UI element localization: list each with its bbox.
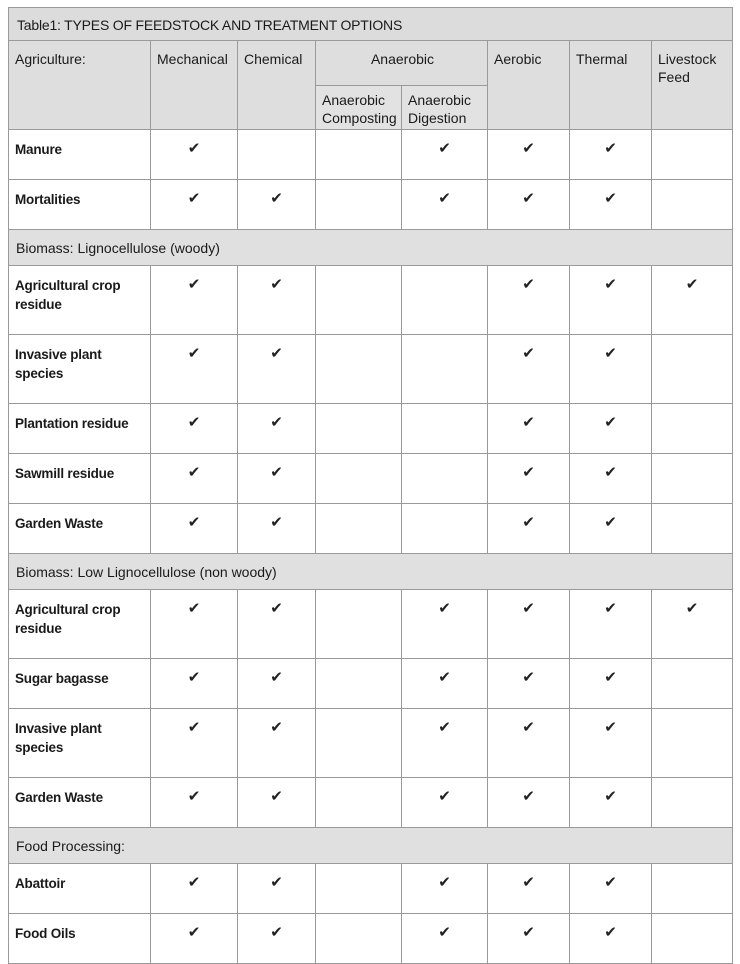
empty-cell: [652, 864, 733, 914]
check-mark-icon: ✔: [151, 180, 238, 230]
check-mark-icon: ✔: [570, 709, 652, 778]
header-agriculture: Agriculture:: [9, 41, 151, 130]
empty-cell: [316, 778, 402, 828]
check-mark-icon: ✔: [151, 130, 238, 180]
empty-cell: [316, 864, 402, 914]
empty-cell: [402, 454, 488, 504]
empty-cell: [652, 504, 733, 554]
row-label: Invasive plant species: [9, 335, 151, 404]
table-row: [9, 914, 733, 964]
check-mark-icon: ✔: [151, 504, 238, 554]
check-mark-icon: ✔: [238, 180, 316, 230]
check-mark-icon: ✔: [488, 709, 570, 778]
check-mark-icon: ✔: [488, 130, 570, 180]
check-mark-icon: ✔: [570, 659, 652, 709]
row-label: Sugar bagasse: [9, 659, 151, 709]
row-label: Garden Waste: [9, 778, 151, 828]
header-mechanical: Mechanical: [151, 41, 238, 130]
check-mark-icon: ✔: [570, 590, 652, 659]
check-mark-icon: ✔: [238, 864, 316, 914]
empty-cell: [402, 404, 488, 454]
check-mark-icon: ✔: [488, 454, 570, 504]
empty-cell: [652, 180, 733, 230]
check-mark-icon: ✔: [488, 180, 570, 230]
check-mark-icon: ✔: [151, 864, 238, 914]
empty-cell: [652, 709, 733, 778]
check-mark-icon: ✔: [488, 404, 570, 454]
check-mark-icon: ✔: [488, 778, 570, 828]
row-label: Sawmill residue: [9, 454, 151, 504]
check-mark-icon: ✔: [488, 590, 570, 659]
check-mark-icon: ✔: [488, 504, 570, 554]
check-mark-icon: ✔: [238, 659, 316, 709]
table-row: [9, 180, 733, 230]
check-mark-icon: ✔: [402, 709, 488, 778]
check-mark-icon: ✔: [570, 180, 652, 230]
check-mark-icon: ✔: [652, 266, 733, 335]
row-label: Abattoir: [9, 864, 151, 914]
check-mark-icon: ✔: [238, 914, 316, 964]
header-anaerobic-composting: Anaerobic Composting: [316, 86, 402, 130]
table-row: [9, 454, 733, 504]
row-label: Food Oils: [9, 914, 151, 964]
row-label: Plantation residue: [9, 404, 151, 454]
row-label: Garden Waste: [9, 504, 151, 554]
check-mark-icon: ✔: [570, 130, 652, 180]
document-page: [8, 7, 732, 964]
check-mark-icon: ✔: [238, 504, 316, 554]
check-mark-icon: ✔: [402, 659, 488, 709]
check-mark-icon: ✔: [570, 504, 652, 554]
row-label: Mortalities: [9, 180, 151, 230]
empty-cell: [316, 180, 402, 230]
check-mark-icon: ✔: [151, 590, 238, 659]
empty-cell: [316, 709, 402, 778]
check-mark-icon: ✔: [151, 266, 238, 335]
table-row: [9, 778, 733, 828]
check-mark-icon: ✔: [151, 709, 238, 778]
check-mark-icon: ✔: [488, 335, 570, 404]
check-mark-icon: ✔: [238, 335, 316, 404]
check-mark-icon: ✔: [570, 778, 652, 828]
empty-cell: [402, 266, 488, 335]
empty-cell: [316, 590, 402, 659]
empty-cell: [238, 130, 316, 180]
header-livestock-feed: Livestock Feed: [652, 41, 733, 130]
row-label: Manure: [9, 130, 151, 180]
table-row: [9, 709, 733, 778]
section-header: Food Processing:: [9, 828, 733, 864]
table-row: [9, 659, 733, 709]
check-mark-icon: ✔: [238, 266, 316, 335]
check-mark-icon: ✔: [570, 266, 652, 335]
check-mark-icon: ✔: [570, 335, 652, 404]
check-mark-icon: ✔: [570, 914, 652, 964]
table-row: [9, 864, 733, 914]
check-mark-icon: ✔: [488, 914, 570, 964]
check-mark-icon: ✔: [488, 266, 570, 335]
header-thermal: Thermal: [570, 41, 652, 130]
table-row: [9, 504, 733, 554]
empty-cell: [652, 404, 733, 454]
check-mark-icon: ✔: [402, 130, 488, 180]
check-mark-icon: ✔: [570, 864, 652, 914]
check-mark-icon: ✔: [570, 404, 652, 454]
table-row: [9, 590, 733, 659]
header-chemical: Chemical: [238, 41, 316, 130]
check-mark-icon: ✔: [151, 914, 238, 964]
table-row: [9, 404, 733, 454]
check-mark-icon: ✔: [402, 590, 488, 659]
empty-cell: [316, 130, 402, 180]
empty-cell: [316, 914, 402, 964]
empty-cell: [652, 914, 733, 964]
empty-cell: [402, 335, 488, 404]
table-title: Table1: TYPES OF FEEDSTOCK AND TREATMENT OPTIONS: [9, 8, 733, 41]
check-mark-icon: ✔: [570, 454, 652, 504]
empty-cell: [316, 659, 402, 709]
check-mark-icon: ✔: [402, 864, 488, 914]
check-mark-icon: ✔: [238, 590, 316, 659]
empty-cell: [652, 454, 733, 504]
row-label: Invasive plant species: [9, 709, 151, 778]
empty-cell: [652, 778, 733, 828]
table-row: [9, 266, 733, 335]
check-mark-icon: ✔: [402, 180, 488, 230]
check-mark-icon: ✔: [488, 864, 570, 914]
feedstock-table: [8, 7, 733, 964]
empty-cell: [316, 266, 402, 335]
empty-cell: [652, 130, 733, 180]
check-mark-icon: ✔: [402, 914, 488, 964]
check-mark-icon: ✔: [151, 454, 238, 504]
check-mark-icon: ✔: [151, 335, 238, 404]
empty-cell: [652, 659, 733, 709]
check-mark-icon: ✔: [488, 659, 570, 709]
empty-cell: [402, 504, 488, 554]
empty-cell: [316, 454, 402, 504]
header-anaerobic-digestion: Anaerobic Digestion: [402, 86, 488, 130]
check-mark-icon: ✔: [238, 454, 316, 504]
check-mark-icon: ✔: [238, 404, 316, 454]
empty-cell: [316, 335, 402, 404]
empty-cell: [316, 504, 402, 554]
check-mark-icon: ✔: [151, 404, 238, 454]
empty-cell: [316, 404, 402, 454]
check-mark-icon: ✔: [151, 778, 238, 828]
table-row: [9, 130, 733, 180]
section-header: Biomass: Low Lignocellulose (non woody): [9, 554, 733, 590]
header-anaerobic: Anaerobic: [316, 41, 488, 86]
header-aerobic: Aerobic: [488, 41, 570, 130]
check-mark-icon: ✔: [652, 590, 733, 659]
table-row: [9, 335, 733, 404]
empty-cell: [652, 335, 733, 404]
check-mark-icon: ✔: [402, 778, 488, 828]
check-mark-icon: ✔: [151, 659, 238, 709]
check-mark-icon: ✔: [238, 778, 316, 828]
row-label: Agricultural crop residue: [9, 590, 151, 659]
row-label: Agricultural crop residue: [9, 266, 151, 335]
section-header: Biomass: Lignocellulose (woody): [9, 230, 733, 266]
check-mark-icon: ✔: [238, 709, 316, 778]
